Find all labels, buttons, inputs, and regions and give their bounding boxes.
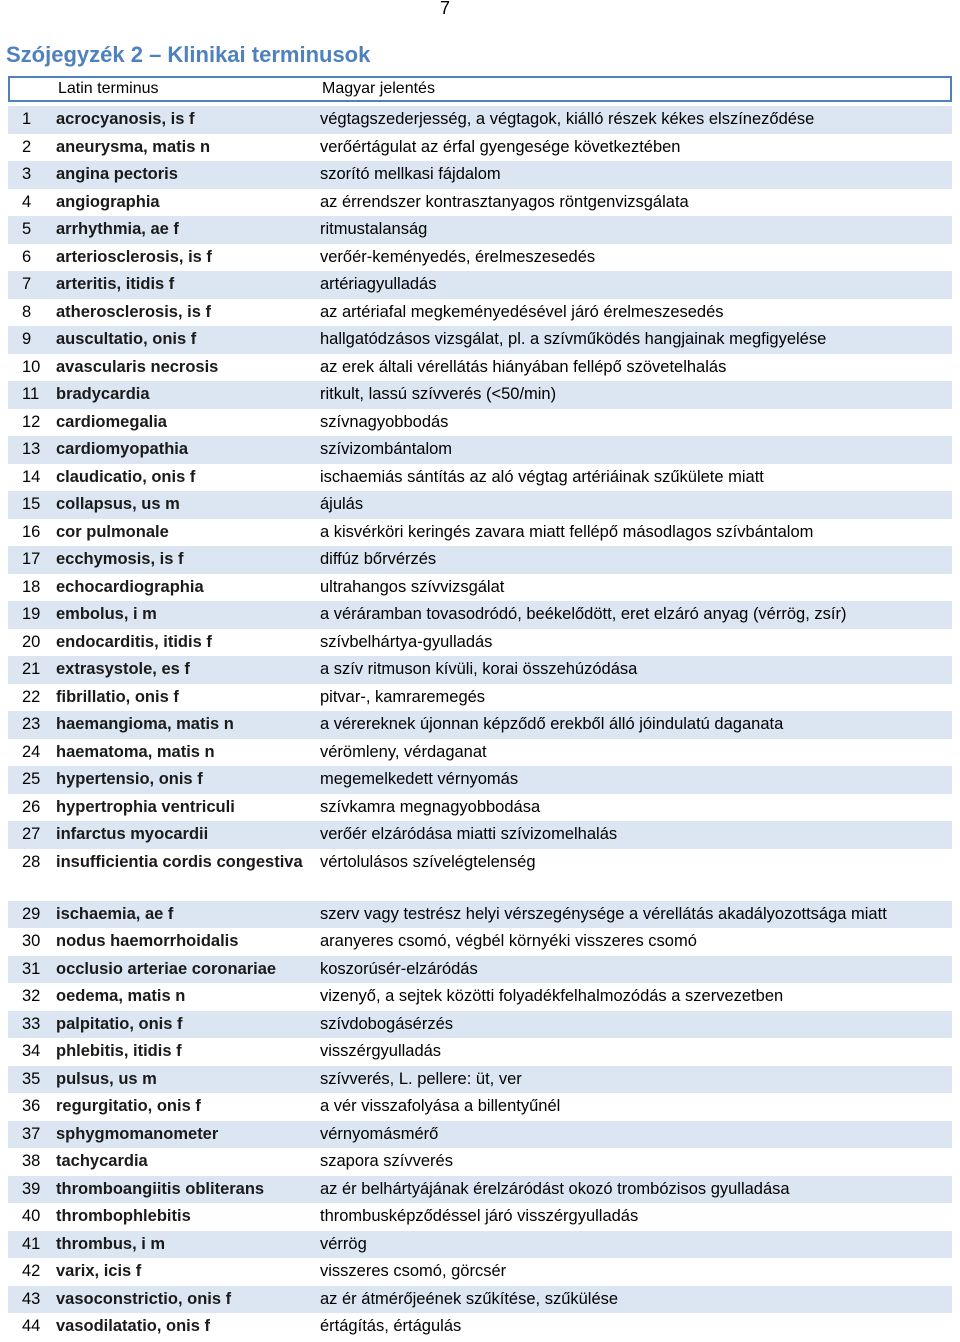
latin-term: phlebitis, itidis f — [56, 1042, 182, 1060]
row-number: 25 — [22, 770, 41, 788]
latin-term: collapsus, us m — [56, 495, 180, 513]
row-number: 3 — [22, 165, 32, 183]
latin-term: extrasystole, es f — [56, 660, 190, 678]
hungarian-meaning: az artériafal megkeményedésével járó érelmeszesedés — [320, 302, 724, 321]
row-number: 19 — [22, 605, 41, 623]
table-row — [8, 134, 952, 162]
latin-term: occlusio arteriae coronariae — [56, 959, 277, 978]
latin-term: atherosclerosis, is f — [56, 302, 211, 321]
latin-term: pulsus, us m — [56, 1069, 157, 1088]
row-number: 24 — [22, 742, 41, 761]
hungarian-meaning: ultrahangos szívvizsgálat — [320, 577, 505, 596]
row-number: 21 — [22, 660, 41, 678]
row-number: 43 — [22, 1289, 41, 1308]
table-row — [8, 106, 952, 134]
table-row — [8, 1176, 952, 1204]
glossary-table — [8, 76, 952, 1341]
latin-term: arteritis, itidis f — [56, 275, 175, 293]
row-number: 28 — [22, 852, 41, 871]
page-title: Szójegyzék 2 – Klinikai terminusok — [6, 42, 371, 67]
latin-term: thrombus, i m — [56, 1234, 166, 1253]
hungarian-meaning: verőér elzáródása miatti szívizomelhalás — [320, 825, 618, 843]
row-number: 36 — [22, 1097, 41, 1115]
latin-term: ischaemia, ae f — [56, 904, 174, 923]
table-header — [8, 76, 952, 102]
table-row — [8, 464, 952, 492]
latin-term: haematoma, matis n — [56, 742, 215, 761]
table-row — [8, 519, 952, 547]
table-row — [8, 983, 952, 1011]
hungarian-meaning: artériagyulladás — [320, 275, 437, 293]
latin-term: fibrillatio, onis f — [56, 687, 179, 706]
hungarian-meaning: koszorúsér-elzáródás — [320, 959, 478, 978]
latin-term: regurgitatio, onis f — [56, 1097, 201, 1115]
row-number: 37 — [22, 1124, 41, 1143]
row-number: 20 — [22, 632, 41, 651]
row-number: 42 — [22, 1262, 41, 1280]
latin-term: avascularis necrosis — [56, 357, 219, 376]
latin-term: ecchymosis, is f — [56, 550, 184, 568]
table-row — [8, 409, 952, 437]
latin-term: vasodilatatio, onis f — [56, 1317, 211, 1335]
table-row — [8, 928, 952, 956]
hungarian-meaning: szívbelhártya-gyulladás — [320, 632, 493, 651]
hungarian-meaning: szívizombántalom — [320, 440, 453, 458]
row-number: 4 — [22, 192, 32, 211]
row-number: 6 — [22, 247, 32, 266]
table-row — [8, 216, 952, 244]
table-body — [8, 106, 952, 1341]
row-number: 13 — [22, 440, 41, 458]
table-row — [8, 381, 952, 409]
latin-term: thrombophlebitis — [56, 1207, 191, 1225]
hungarian-meaning: visszérgyulladás — [320, 1042, 442, 1060]
table-row — [8, 766, 952, 794]
table-row — [8, 436, 952, 464]
hungarian-meaning: szívkamra megnagyobbodása — [320, 797, 541, 816]
table-row — [8, 1313, 952, 1341]
table-row — [8, 1066, 952, 1094]
latin-term: aneurysma, matis n — [56, 137, 211, 156]
hungarian-meaning: megemelkedett vérnyomás — [320, 770, 519, 788]
hungarian-meaning: az ér átmérőjeének szűkítése, szűkülése — [320, 1289, 619, 1308]
latin-term: infarctus myocardii — [56, 825, 209, 843]
table-row — [8, 739, 952, 767]
table-row — [8, 901, 952, 929]
table-row — [8, 491, 952, 519]
hungarian-meaning: verőértágulat az érfal gyengesége következtében — [320, 137, 681, 156]
latin-term: hypertrophia ventriculi — [56, 797, 235, 816]
latin-term: vasoconstrictio, onis f — [56, 1289, 232, 1308]
row-number: 9 — [22, 330, 32, 348]
latin-term: angina pectoris — [56, 165, 178, 183]
table-row — [8, 1148, 952, 1176]
hungarian-meaning: szívnagyobbodás — [320, 412, 449, 431]
latin-term: arrhythmia, ae f — [56, 220, 179, 238]
header-latin: Latin terminus — [58, 80, 159, 97]
latin-term: oedema, matis n — [56, 987, 186, 1005]
table-row — [8, 1258, 952, 1286]
latin-term: bradycardia — [56, 385, 150, 403]
latin-term: insufficientia cordis congestiva — [56, 852, 303, 871]
hungarian-meaning: vértolulásos szívelégtelenség — [320, 852, 536, 871]
table-row — [8, 711, 952, 739]
row-number: 2 — [22, 137, 32, 156]
hungarian-meaning: aranyeres csomó, végbél környéki visszeres csomó — [320, 932, 697, 950]
row-number: 33 — [22, 1014, 41, 1033]
latin-term: angiographia — [56, 192, 160, 211]
hungarian-meaning: vérömleny, vérdaganat — [320, 742, 487, 761]
hungarian-meaning: a kisvérköri keringés zavara miatt fellépő másodlagos szívbántalom — [320, 522, 814, 541]
table-row — [8, 1286, 952, 1314]
latin-term: cardiomegalia — [56, 412, 167, 431]
table-row — [8, 1231, 952, 1259]
table-row — [8, 601, 952, 629]
latin-term: cardiomyopathia — [56, 440, 189, 458]
table-row — [8, 794, 952, 822]
table-row — [8, 1038, 952, 1066]
hungarian-meaning: vérnyomásmérő — [320, 1124, 439, 1143]
row-number: 26 — [22, 797, 41, 816]
latin-term: endocarditis, itidis f — [56, 632, 212, 651]
table-row — [8, 244, 952, 272]
row-number: 32 — [22, 987, 41, 1005]
latin-term: echocardiographia — [56, 577, 204, 596]
table-row — [8, 656, 952, 684]
latin-term: arteriosclerosis, is f — [56, 247, 212, 266]
row-number: 27 — [22, 825, 41, 843]
hungarian-meaning: szívdobogásérzés — [320, 1014, 453, 1033]
row-number: 14 — [22, 467, 41, 486]
latin-term: embolus, i m — [56, 605, 157, 623]
row-number: 16 — [22, 522, 41, 541]
row-number: 30 — [22, 932, 41, 950]
hungarian-meaning: verőér-keményedés, érelmeszesedés — [320, 247, 596, 266]
row-number: 15 — [22, 495, 41, 513]
latin-term: claudicatio, onis f — [56, 467, 196, 486]
row-number: 18 — [22, 577, 41, 596]
row-number: 44 — [22, 1317, 41, 1335]
table-row — [8, 684, 952, 712]
latin-term: hypertensio, onis f — [56, 770, 203, 788]
hungarian-meaning: a vér visszafolyása a billentyűnél — [320, 1097, 561, 1115]
row-number: 41 — [22, 1234, 41, 1253]
table-row — [8, 956, 952, 984]
hungarian-meaning: vizenyő, a sejtek közötti folyadékfelhalmozódás a szervezetben — [320, 987, 784, 1005]
hungarian-meaning: a véráramban tovasodródó, beékelődött, eret elzáró anyag (vérrög, zsír) — [320, 605, 847, 623]
table-row — [8, 271, 952, 299]
row-number: 39 — [22, 1179, 41, 1198]
page-number: 7 — [440, 0, 451, 18]
row-number: 23 — [22, 715, 41, 733]
latin-term: cor pulmonale — [56, 522, 169, 541]
table-row — [8, 1093, 952, 1121]
hungarian-meaning: vérrög — [320, 1234, 367, 1253]
table-row — [8, 299, 952, 327]
row-number: 1 — [22, 110, 32, 128]
row-number: 35 — [22, 1069, 41, 1088]
row-number: 38 — [22, 1152, 41, 1170]
latin-term: haemangioma, matis n — [56, 715, 234, 733]
hungarian-meaning: hallgatódzásos vizsgálat, pl. a szívműködés hangjainak megfigyelése — [320, 330, 827, 348]
row-number: 34 — [22, 1042, 41, 1060]
row-number: 7 — [22, 275, 32, 293]
table-row — [8, 574, 952, 602]
table-row — [8, 1121, 952, 1149]
hungarian-meaning: ischaemiás sántítás az aló végtag artériáinak szűkülete miatt — [320, 467, 764, 486]
table-row — [8, 849, 952, 901]
hungarian-meaning: pitvar-, kamraremegés — [320, 687, 486, 706]
hungarian-meaning: thrombusképződéssel járó visszérgyulladás — [320, 1207, 639, 1225]
hungarian-meaning: szapora szívverés — [320, 1152, 453, 1170]
table-row — [8, 821, 952, 849]
table-row — [8, 1011, 952, 1039]
hungarian-meaning: visszeres csomó, görcsér — [320, 1262, 507, 1280]
row-number: 5 — [22, 220, 32, 238]
row-number: 11 — [22, 385, 40, 403]
hungarian-meaning: az erek általi vérellátás hiányában fellépő szövetelhalás — [320, 357, 727, 376]
row-number: 29 — [22, 904, 41, 923]
table-row — [8, 161, 952, 189]
latin-term: sphygmomanometer — [56, 1124, 219, 1143]
hungarian-meaning: szorító mellkasi fájdalom — [320, 165, 501, 183]
latin-term: varix, icis f — [56, 1262, 142, 1280]
hungarian-meaning: értágítás, értágulás — [320, 1317, 462, 1335]
hungarian-meaning: szívverés, L. pellere: üt, ver — [320, 1069, 522, 1088]
latin-term: auscultatio, onis f — [56, 330, 197, 348]
hungarian-meaning: végtagszederjesség, a végtagok, kiálló részek kékes elszíneződése — [320, 110, 815, 128]
hungarian-meaning: diffúz bőrvérzés — [320, 550, 437, 568]
hungarian-meaning: szerv vagy testrész helyi vérszegénysége a vérellátás akadályozottsága miatt — [320, 904, 887, 923]
table-row — [8, 629, 952, 657]
table-row — [8, 189, 952, 217]
latin-term: palpitatio, onis f — [56, 1014, 183, 1033]
latin-term: nodus haemorrhoidalis — [56, 932, 239, 950]
header-hungarian: Magyar jelentés — [322, 80, 435, 97]
row-number: 31 — [22, 959, 41, 978]
table-row — [8, 326, 952, 354]
row-number: 17 — [22, 550, 41, 568]
table-row — [8, 354, 952, 382]
hungarian-meaning: az ér belhártyájának érelzáródást okozó trombózisos gyulladása — [320, 1179, 790, 1198]
hungarian-meaning: a vérereknek újonnan képződő erekből álló jóindulatú daganata — [320, 715, 784, 733]
hungarian-meaning: ritkult, lassú szívverés (<50/min) — [320, 385, 557, 403]
latin-term: thromboangiitis obliterans — [56, 1179, 265, 1198]
hungarian-meaning: az érrendszer kontrasztanyagos röntgenvizsgálata — [320, 192, 689, 211]
table-row — [8, 1203, 952, 1231]
hungarian-meaning: ájulás — [320, 495, 364, 513]
hungarian-meaning: ritmustalanság — [320, 220, 428, 238]
row-number: 12 — [22, 412, 41, 431]
latin-term: acrocyanosis, is f — [56, 110, 195, 128]
latin-term: tachycardia — [56, 1152, 148, 1170]
row-number: 10 — [22, 357, 41, 376]
row-number: 22 — [22, 687, 41, 706]
hungarian-meaning: a szív ritmuson kívüli, korai összehúzódása — [320, 660, 638, 678]
table-row — [8, 546, 952, 574]
row-number: 8 — [22, 302, 32, 321]
row-number: 40 — [22, 1207, 41, 1225]
